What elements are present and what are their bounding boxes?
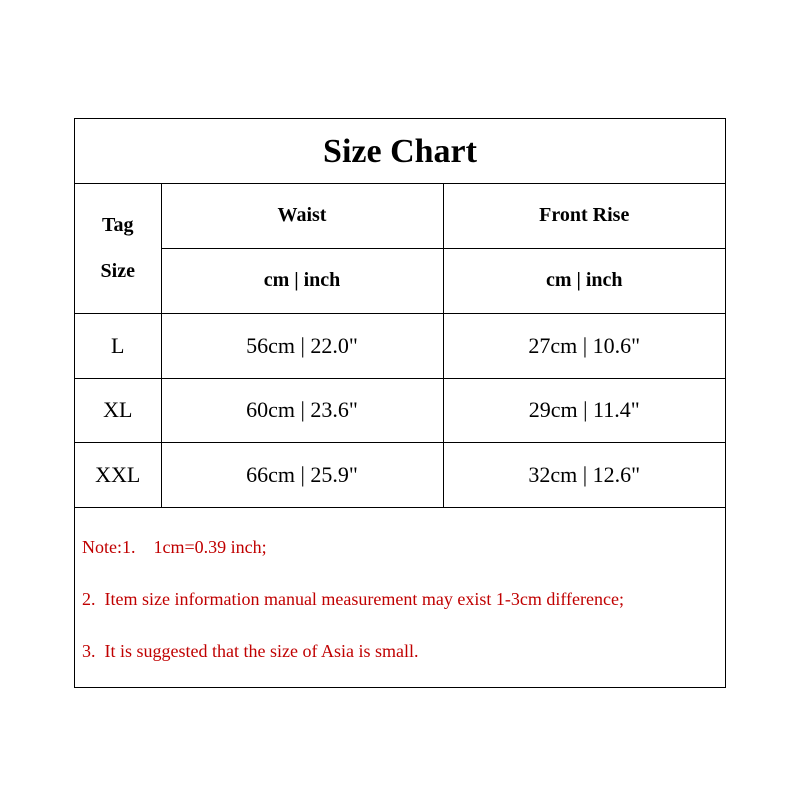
waist-unit-header: cm | inch	[161, 248, 443, 313]
waist-header: Waist	[161, 184, 443, 248]
front-rise-header: Front Rise	[443, 184, 725, 248]
front-rise-unit-header: cm | inch	[443, 248, 725, 313]
waist-cell: 66cm | 25.9"	[161, 442, 443, 507]
size-cell: XL	[75, 378, 161, 442]
waist-cell: 60cm | 23.6"	[161, 378, 443, 442]
table-row	[75, 313, 725, 378]
table-row	[75, 442, 725, 507]
tag-size-header-line2: Size	[100, 260, 135, 283]
front-rise-cell: 29cm | 11.4"	[443, 378, 725, 442]
size-table	[75, 184, 725, 508]
note-line: Note:1. 1cm=0.39 inch;	[82, 537, 267, 557]
size-cell: XXL	[75, 442, 161, 507]
size-cell: L	[75, 313, 161, 378]
waist-cell: 56cm | 22.0"	[161, 313, 443, 378]
tag-size-header-line1: Tag	[101, 214, 134, 237]
size-chart-frame	[74, 118, 726, 688]
note-line: 2. Item size information manual measurement may exist 1-3cm difference;	[82, 589, 624, 609]
note-line: 3. It is suggested that the size of Asia is small.	[82, 641, 419, 661]
page-title: Size Chart	[75, 119, 725, 184]
tag-size-header	[75, 184, 161, 313]
front-rise-cell: 32cm | 12.6"	[443, 442, 725, 507]
table-row	[75, 378, 725, 442]
front-rise-cell: 27cm | 10.6"	[443, 313, 725, 378]
